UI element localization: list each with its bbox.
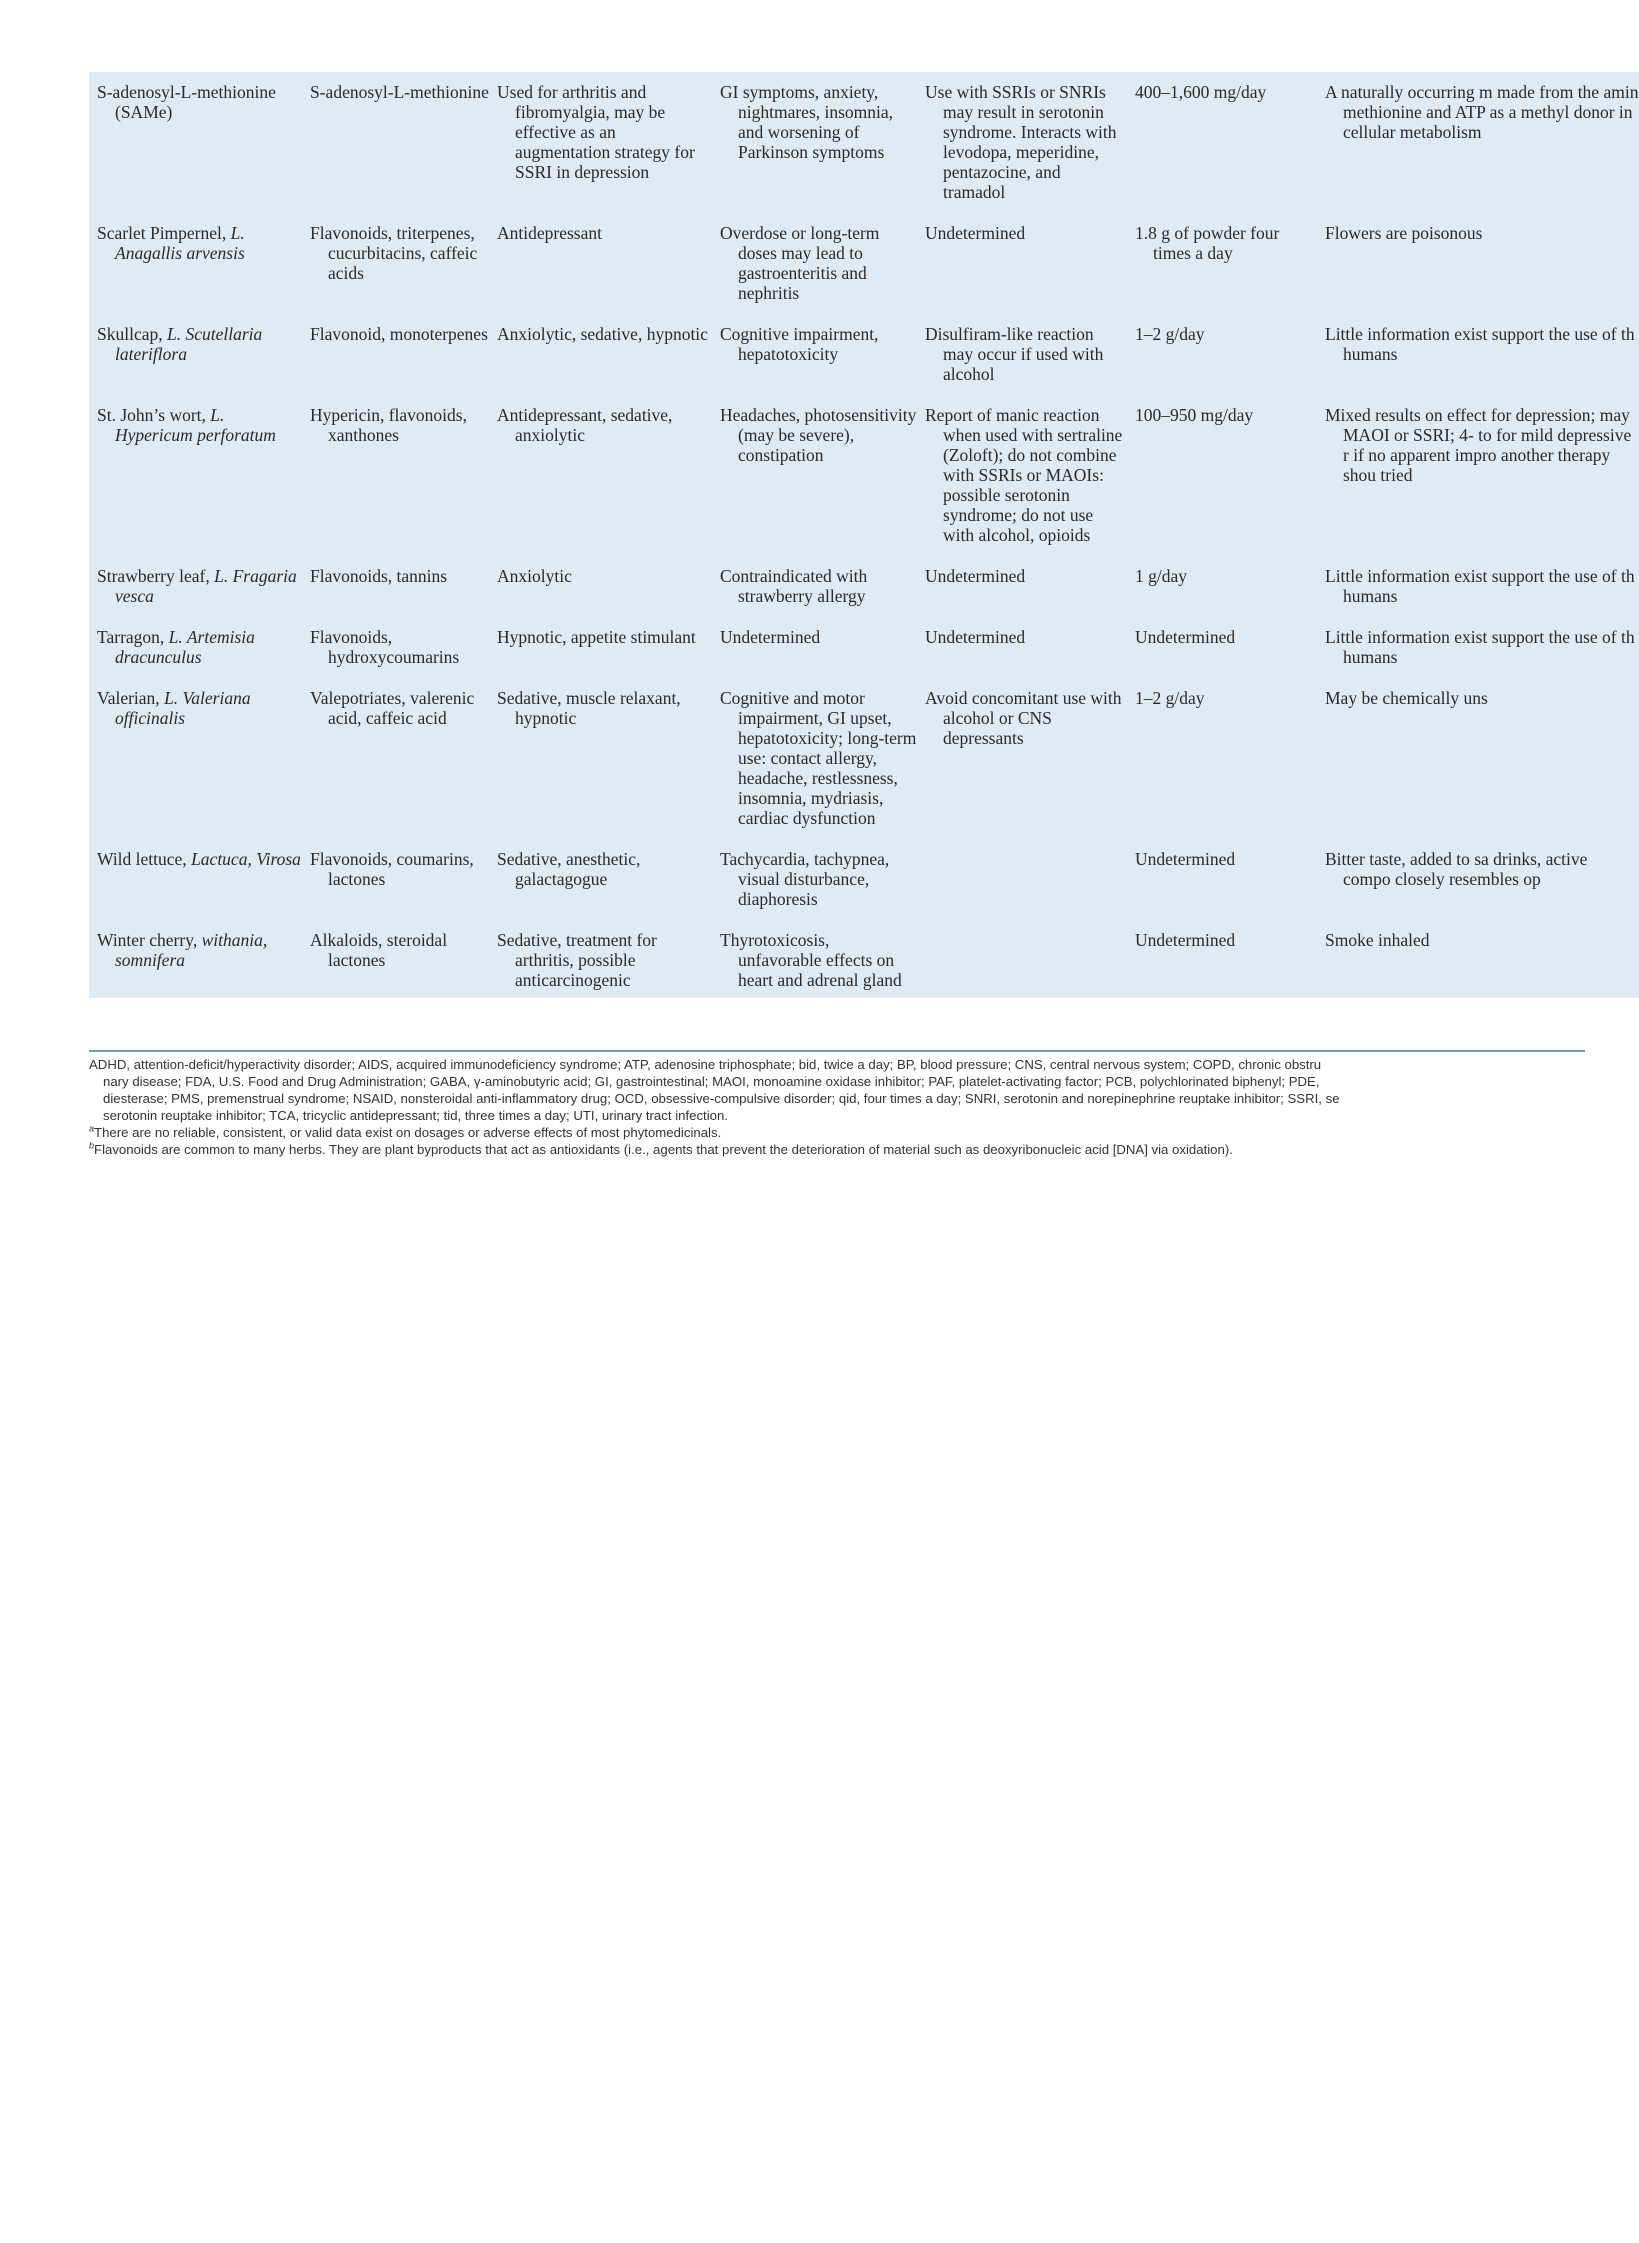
interactions-cell: Undetermined — [925, 627, 1026, 647]
comments-cell: Little information exist support the use of th humans — [1325, 566, 1635, 606]
table-row — [89, 618, 1639, 679]
dosage-cell: 1.8 g of powder four times a day — [1135, 223, 1280, 263]
footnote-marker: a — [89, 1123, 95, 1134]
adverse-cell: GI symptoms, anxiety, nightmares, insomnia, and worsening of Parkinson symptoms — [720, 82, 894, 162]
adverse-cell: Contraindicated with strawberry allergy — [720, 566, 868, 606]
constituents-cell: Flavonoid, monoterpenes — [310, 324, 488, 344]
herb-table — [89, 72, 1639, 998]
dosage-cell: Undetermined — [1135, 627, 1236, 647]
table-bottom-rule — [89, 1050, 1585, 1052]
herb-name-cell: Tarragon, L. Artemisia dracunculus — [97, 627, 255, 667]
constituents-cell: Flavonoids, hydroxycoumarins — [310, 627, 460, 667]
adverse-cell: Overdose or long-term doses may lead to gastroenteritis and nephritis — [720, 223, 880, 303]
footnote-a: $^a$There are no reliable, consistent, or valid data exist on dosages or adverse effects of most phytomedicinals. — [89, 1123, 722, 1140]
interactions-cell: Use with SSRIs or SNRIs may result in serotonin syndrome. Interacts with levodopa, meperidine, pentazocine, and tramadol — [925, 82, 1117, 202]
abbreviations-line: diesterase; PMS, premenstrual syndrome; NSAID, nonsteroidal anti-inflammatory drug; OCD, obsessive-compulsive disorder; qid, four times a day; SNRI, serotonin and norepinephrine reuptake inhibitor; SSRI, se — [103, 1091, 1340, 1106]
herb-name-cell: Strawberry leaf, L. Fragaria vesca — [97, 566, 297, 606]
comments-cell: Mixed results on effect for depression; may MAOI or SSRI; 4- to for mild depressive r if no apparent impro another therapy shou tried — [1325, 405, 1632, 485]
adverse-cell: Cognitive and motor impairment, GI upset, hepatotoxicity; long-term use: contact allergy, headache, restlessness, insomnia, mydriasis, cardiac dysfunction — [720, 688, 917, 828]
table-row — [89, 679, 1639, 840]
interactions-cell: Avoid concomitant use with alcohol or CNS depressants — [925, 688, 1122, 748]
adverse-cell: Tachycardia, tachypnea, visual disturbance, diaphoresis — [720, 849, 890, 909]
use-cell: Antidepressant, sedative, anxiolytic — [497, 405, 673, 445]
dosage-cell: 400–1,600 mg/day — [1135, 82, 1267, 102]
constituents-cell: Flavonoids, coumarins, lactones — [310, 849, 474, 889]
interactions-cell: Undetermined — [925, 566, 1026, 586]
dosage-cell: 1–2 g/day — [1135, 324, 1205, 344]
herb-name-cell: Skullcap, L. Scutellaria lateriflora — [97, 324, 263, 364]
table-row — [89, 396, 1639, 557]
abbreviations-line: serotonin reuptake inhibitor; TCA, tricyclic antidepressant; tid, three times a day; UTI, urinary tract infection. — [103, 1108, 728, 1123]
use-cell: Hypnotic, appetite stimulant — [497, 627, 696, 647]
adverse-cell: Cognitive impairment, hepatotoxicity — [720, 324, 879, 364]
constituents-cell: S-adenosyl-L-methionine — [310, 82, 489, 102]
dosage-cell: 1–2 g/day — [1135, 688, 1205, 708]
table-row — [89, 840, 1639, 921]
adverse-cell: Thyrotoxicosis, unfavorable effects on heart and adrenal gland — [720, 930, 902, 990]
interactions-cell: Disulfiram-like reaction may occur if used with alcohol — [925, 324, 1104, 384]
use-cell: Anxiolytic — [497, 566, 572, 586]
table-row — [89, 214, 1639, 315]
adverse-cell: Undetermined — [720, 627, 821, 647]
constituents-cell: Flavonoids, triterpenes, cucurbitacins, caffeic acids — [310, 223, 478, 283]
herb-name-cell: St. John’s wort, L. Hypericum perforatum — [97, 405, 276, 445]
dosage-cell: 100–950 mg/day — [1135, 405, 1254, 425]
table-footnotes — [89, 1056, 1585, 1158]
constituents-cell: Alkaloids, steroidal lactones — [310, 930, 448, 970]
table-row — [89, 315, 1639, 396]
comments-cell: Little information exist support the use of th humans — [1325, 324, 1635, 364]
comments-cell: Bitter taste, added to sa drinks, active compo closely resembles op — [1325, 849, 1588, 889]
table-row — [89, 72, 1639, 214]
herb-name-cell: Winter cherry, withania, somnifera — [97, 930, 268, 970]
footnote-b: $^b$Flavonoids are common to many herbs. They are plant byproducts that act as antioxidants (i.e., agents that prevent the deterioration of material such as deoxyribonucleic acid [DNA] via oxidation). — [89, 1140, 1233, 1157]
use-cell: Sedative, anesthetic, galactagogue — [497, 849, 641, 889]
use-cell: Anxiolytic, sedative, hypnotic — [497, 324, 708, 344]
table-row — [89, 921, 1639, 998]
herb-name-cell: Wild lettuce, Lactuca, Virosa — [97, 849, 301, 869]
constituents-cell: Valepotriates, valerenic acid, caffeic acid — [310, 688, 475, 728]
use-cell: Sedative, treatment for arthritis, possible anticarcinogenic — [497, 930, 657, 990]
interactions-cell: Report of manic reaction when used with sertraline (Zoloft); do not combine with SSRIs or MAOIs: possible serotonin syndrome; do not use with alcohol, opioids — [925, 405, 1123, 545]
use-cell: Sedative, muscle relaxant, hypnotic — [497, 688, 681, 728]
interactions-cell: Undetermined — [925, 223, 1026, 243]
dosage-cell: Undetermined — [1135, 930, 1236, 950]
herb-name: S-adenosyl-L-methionine — [97, 82, 276, 102]
herb-name-cell: Valerian, L. Valeriana officinalis — [97, 688, 251, 728]
interactions-cell — [917, 921, 1127, 998]
abbreviations-line: ADHD, attention-deficit/hyperactivity disorder; AIDS, acquired immunodeficiency syndrome; ATP, adenosine triphosphate; bid, twice a day; BP, blood pressure; CNS, central nervous system; COPD, chronic obstru — [89, 1057, 1322, 1072]
dosage-cell: 1 g/day — [1135, 566, 1188, 586]
table-row — [89, 557, 1639, 618]
dosage-cell: Undetermined — [1135, 849, 1236, 869]
herb-table-container — [89, 72, 1639, 998]
abbreviations-line: nary disease; FDA, U.S. Food and Drug Administration; GABA, γ-aminobutyric acid; GI, gastrointestinal; MAOI, monoamine oxidase inhibitor; PAF, platelet-activating factor; PCB, polychlorinated biphenyl; PDE, — [103, 1074, 1320, 1089]
footnote-marker: b — [89, 1140, 95, 1151]
use-cell: Antidepressant — [497, 223, 602, 243]
constituents-cell: Flavonoids, tannins — [310, 566, 448, 586]
interactions-cell — [917, 840, 1127, 921]
herb-name-cell — [89, 72, 302, 214]
herb-name-cell: Scarlet Pimpernel, L. Anagallis arvensis — [97, 223, 245, 263]
herb-abbrev: (SAMe) — [115, 102, 173, 122]
comments-cell: May be chemically uns — [1325, 688, 1488, 708]
comments-cell: Smoke inhaled — [1325, 930, 1430, 950]
comments-cell: A naturally occurring m made from the amin methionine and ATP as a methyl donor in cellular metabolism — [1325, 82, 1639, 142]
comments-cell: Flowers are poisonous — [1325, 223, 1483, 243]
use-cell: Used for arthritis and fibromyalgia, may be effective as an augmentation strategy for SSRI in depression — [497, 82, 695, 182]
adverse-cell: Headaches, photosensitivity (may be severe), constipation — [720, 405, 917, 465]
constituents-cell: Hypericin, flavonoids, xanthones — [310, 405, 467, 445]
comments-cell: Little information exist support the use of th humans — [1325, 627, 1635, 667]
